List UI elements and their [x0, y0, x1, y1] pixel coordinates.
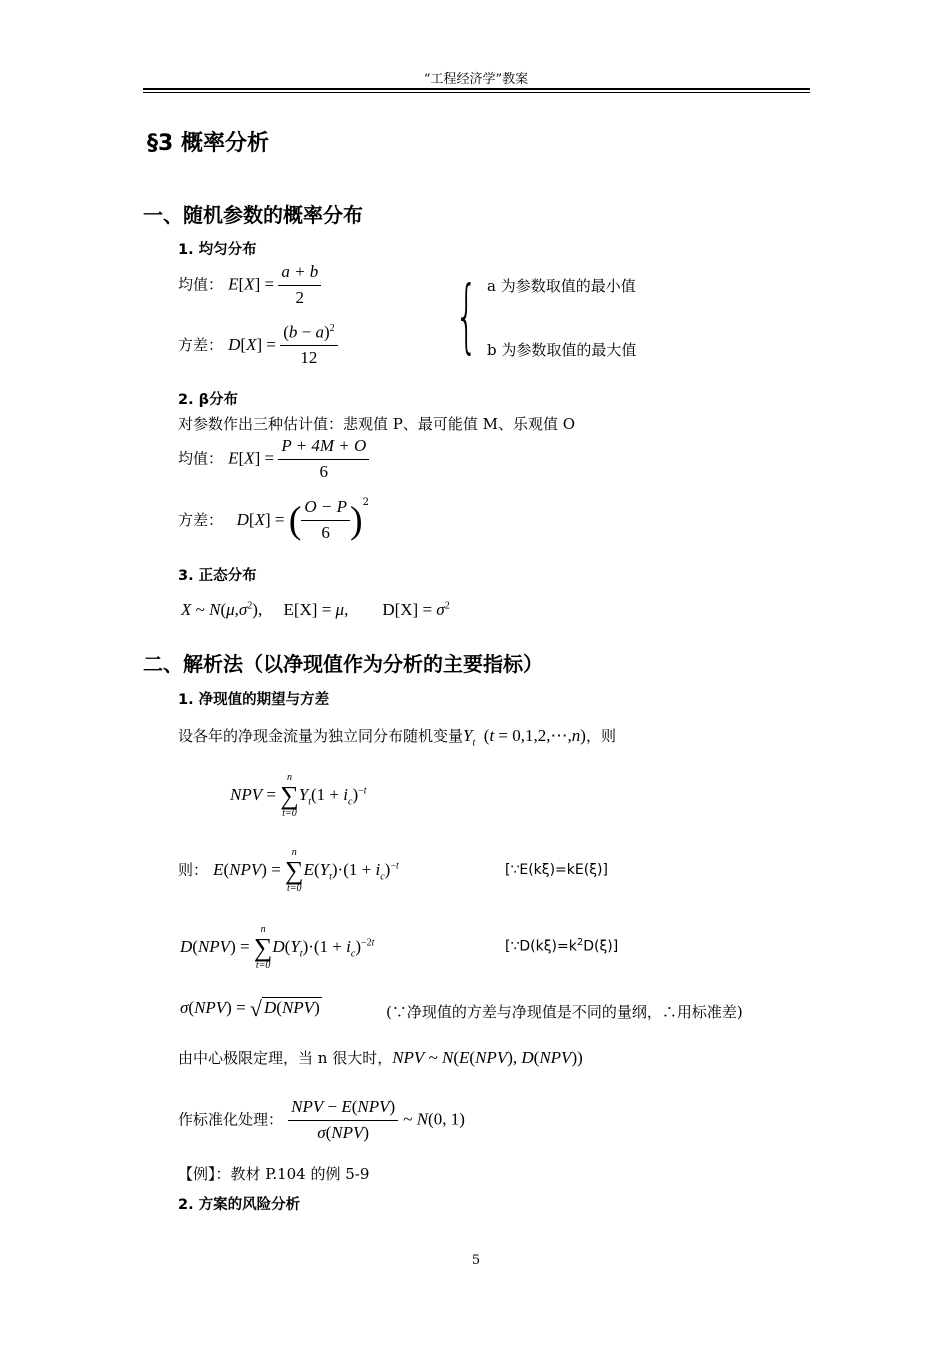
subheading-npv-expectation: 1. 净现值的期望与方差: [178, 692, 330, 708]
expectation-property-note: [∵E(kξ)=kE(ξ)]: [505, 862, 608, 878]
npv-intro-tail: ，则: [585, 727, 616, 745]
normal-formula: X ~ $N(\mu,\sigma^2)$, E[X] = μ, $D[X] = \sigma^2$: [181, 600, 450, 619]
npv-intro-line: 设各年的净现金流量为独立同分布随机变量$Y_t$ (t = 0,1,2,⋯,n)，则: [178, 726, 616, 749]
page-title: §3 概率分析: [147, 131, 269, 156]
beta-mean-formula: 均值： E[X] = $\frac{P + 4M + O}{6}$: [178, 437, 369, 481]
uniform-note-b: b 为参数取值的最大值: [487, 341, 637, 359]
example-reference: 【例】：教材 P.104 的例 5-9: [178, 1165, 370, 1183]
standardization-label: 作标准化处理：: [178, 1110, 284, 1129]
npv-std-formula: σ(NPV) = √ D(NPV): [180, 996, 320, 1021]
page-number: 5: [471, 1253, 481, 1268]
uniform-mean-formula: 均值： E[X] = $\frac{a + b}{2}$: [178, 263, 321, 307]
npv-variance-formula: D(NPV) = n ∑ t=0 $D(Y_t)\cdot(1 + i_c)^{-2t}$: [180, 924, 375, 971]
variance-property-note: $[\because D(k\xi)=k^2D(\xi)]$: [505, 937, 619, 955]
section-heading-2: 二、解析法（以净现值作为分析的主要指标）: [143, 652, 543, 676]
beta-mean-label: 均值：: [178, 449, 224, 468]
subheading-uniform: 1. 均匀分布: [178, 242, 257, 258]
beta-intro: 对参数作出三种估计值：悲观值 P、最可能值 M、乐观值 O: [178, 415, 576, 433]
uniform-note-a: a 为参数取值的最小值: [487, 277, 636, 295]
uniform-mean-label: 均值：: [178, 275, 224, 294]
subheading-normal: 3. 正态分布: [178, 568, 257, 584]
header-rule-thin: [143, 92, 810, 93]
brace-symbol: {: [455, 269, 478, 362]
beta-variance-formula: 方差： D[X] = ( $\frac{O - P}{6}$ )$^2$: [178, 497, 370, 542]
clt-text: 由中心极限定理，当 n 很大时，: [178, 1049, 393, 1067]
beta-var-label: 方差：: [178, 511, 224, 529]
npv-definition-formula: NPV = n ∑ t=0 $Y_t(1 + i_c)^{-t}$: [230, 772, 367, 819]
subheading-beta: 2. β分布: [178, 392, 239, 408]
clt-line: 由中心极限定理，当 n 很大时，NPV ~ N(E(NPV), D(NPV)): [178, 1048, 583, 1067]
npv-expectation-formula: 则： E(NPV) = n ∑ t=0 $E(Y_t)\cdot(1 + i_c)^{-t}$: [178, 847, 399, 894]
npv-intro-text: 设各年的净现金流量为独立同分布随机变量: [178, 727, 464, 745]
std-dimension-note: (∵净现值的方差与净现值是不同的量纲，∴用标准差): [386, 1003, 743, 1021]
header-rule-thick: [143, 88, 810, 90]
uniform-var-label: 方差：: [178, 336, 224, 355]
standardization-formula: 作标准化处理： $\frac{\text{NPV − E(NPV)}}{\text{σ(NPV)}}$ ~ N(0, 1): [178, 1097, 465, 1142]
section-heading-1: 一、随机参数的概率分布: [143, 203, 363, 227]
npv-expectation-label: 则：: [178, 860, 209, 879]
subheading-risk-analysis: 2. 方案的风险分析: [178, 1197, 301, 1213]
page-header: “工程经济学”教案: [423, 72, 529, 87]
uniform-variance-formula: 方差： D[X] = $\frac{(b - a)^2}{12}$: [178, 323, 338, 368]
